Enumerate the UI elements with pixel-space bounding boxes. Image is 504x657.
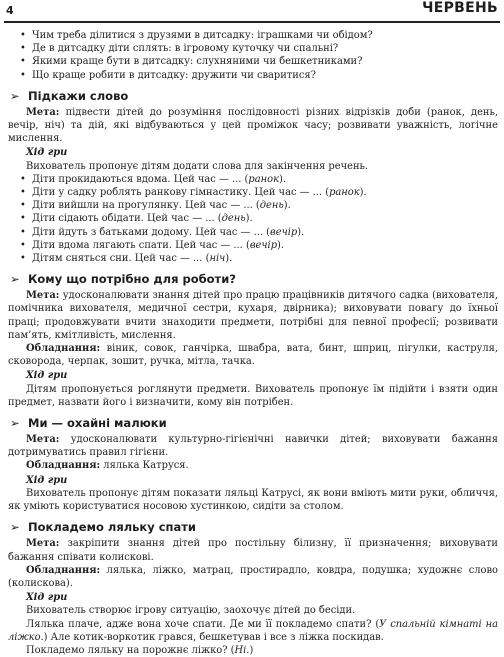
sentence-text: Діти сідають обідати. Цей час — ... ( (32, 213, 222, 225)
equipment-label: Обладнання: (26, 343, 101, 355)
sentence-text: Діти вдома лягають спати. Цей час — ... ( (32, 239, 250, 251)
sentence-text: Діти прокидаються вдома. Цей час — ... ( (32, 173, 249, 185)
sentence-end: ). (278, 173, 286, 185)
goal-text: удосконалювати культурно-гігієнічні навички дітей; виховувати бажання дотримуватись правил гігієни. (8, 434, 498, 459)
dialogue-text: ) Але котик-воркотик грався, бешкетував і все з ліжка поскидав. (43, 631, 384, 643)
game-progress-heading: Хід гри (26, 370, 68, 382)
list-item (8, 212, 498, 225)
section-title (8, 520, 498, 535)
page-header (4, 2, 500, 23)
game-progress-heading: Хід гри (26, 592, 68, 604)
list-item (8, 186, 498, 199)
goal-text: закріпити знання дітей про постільну білизну, її призначення; виховувати бажання співати колискові. (8, 538, 498, 563)
dialogue-text: ) (249, 644, 254, 656)
section-title-text: Покладемо ляльку спати (28, 520, 196, 535)
game-progress-heading: Хід гри (26, 474, 68, 486)
goal-label: Мета: (26, 106, 60, 118)
sentence-list (8, 173, 498, 265)
sentence-end: ). (283, 200, 291, 212)
goal-paragraph (8, 433, 498, 459)
equipment-text: віник, совок, ганчірка, швабра, вата, бинт, шприц, пігулки, каструля, сковорода, черпак, зошит, ручка, мітла, тачка. (8, 343, 498, 368)
equipment-paragraph (8, 459, 498, 472)
dialogue-answer: У спальній кімнаті на ліжко. (8, 618, 498, 643)
sentence-answer: вечір (249, 239, 278, 251)
sentence-end: ). (297, 226, 305, 238)
game-body: Вихователь створює ігрову ситуацію, заохочує дітей до бесіди. (26, 605, 356, 617)
sentence-end: ). (359, 187, 367, 199)
equipment-paragraph (8, 564, 498, 590)
goal-text: підвести дітей до розуміння послідовності різних відрізків доби (ранок, день, вечір, ніч) та дій, які відбуваються у цей проміжок часу; розвивати уважність, логічне мислення. (8, 106, 499, 145)
section-okhaini-maliuky (8, 416, 498, 513)
sentence-end: ). (245, 213, 253, 225)
goal-paragraph (8, 289, 498, 342)
sentence-answer: день (259, 200, 284, 212)
sentence-end: ). (225, 253, 233, 265)
section-title (8, 89, 498, 104)
page-number: 4 (6, 4, 14, 17)
section-title (8, 272, 498, 287)
section-title-text: Підкажи слово (28, 88, 129, 103)
section-pidkazhy-slovo (8, 89, 498, 265)
goal-paragraph (8, 537, 498, 563)
sentence-end: ). (277, 239, 285, 251)
goal-label: Мета: (26, 434, 60, 446)
section-poklademo-lialku-spaty (8, 520, 498, 657)
game-body (8, 618, 498, 644)
equipment-paragraph (8, 342, 498, 368)
sentence-text: Діти йдуть з батьками додому. Цей час — ... ( (32, 226, 270, 238)
list-item (8, 252, 498, 265)
game-body: Вихователь пропонує дітям показати ляльці Катрусі, як вони вміють мити руки, обличчя, як уміють користуватися носовою хустинкою, сидіти за столом. (8, 487, 498, 513)
equipment-text: лялька Катруся. (103, 460, 189, 472)
goal-label: Мета: (26, 538, 60, 550)
list-item: • Де в дитсадку діти сплять: в ігровому куточку чи спальні? (8, 42, 498, 55)
game-body: Дітям пропонується роглянути предмети. Вихователь пропонує їм підійти і взяти один предмет, назвати його і визначити, кому він потрібен. (8, 383, 498, 408)
list-item (8, 199, 498, 212)
list-item (8, 226, 498, 239)
goal-paragraph (8, 106, 498, 146)
sentence-text: Діти у садку роблять ранкову гімнастику. Цей час — ... ( (32, 187, 330, 199)
dialogue-text: Лялька плаче, адже вона хоче спати. Де ми її покладемо спати? ( (26, 618, 380, 630)
equipment-label: Обладнання: (26, 460, 101, 472)
section-title-text: Ми — охайні малюки (28, 416, 167, 431)
list-item: • Якими краще бути в дитсадку: слухняними чи бешкетниками? (8, 55, 498, 68)
sentence-text: Дітям сняться сни. Цей час — ... ( (32, 253, 210, 265)
list-item (8, 239, 498, 252)
section-title-text: Кому що потрібно для роботи? (28, 272, 236, 287)
game-progress-heading: Хід гри (26, 147, 68, 159)
section-title (8, 416, 498, 431)
dialogue-answer: Ні. (234, 644, 250, 656)
game-intro: Вихователь пропонує дітям додати слова для закінчення речень. (26, 160, 369, 172)
sentence-answer: ранок (329, 187, 360, 199)
goal-label: Мета: (26, 290, 60, 302)
sentence-answer: ранок (248, 173, 279, 185)
equipment-label: Обладнання: (26, 564, 101, 576)
section-komu-shcho-potribno (8, 272, 498, 409)
sentence-answer: вечір (269, 226, 298, 238)
list-item: • Що краще робити в дитсадку: дружити чи сваритися? (8, 69, 498, 82)
equipment-text: лялька, ліжко, матрац, простирадло, ковдра, подушка; художнє слово (колискова). (8, 564, 498, 589)
check-arrow-icon: ➢ (10, 272, 20, 287)
sentence-answer: день (221, 213, 246, 225)
sentence-text: Діти вийшли на прогулянку. Цей час — ... ( (32, 200, 260, 212)
list-item (8, 173, 498, 186)
goal-text: удосконалювати знання дітей про працю працівників дитячого садка (вихователя, помічника вихователя, медичної сестри, кухаря, двірника); виховувати повагу до їхньої праці; продовжувати вчити знаходити предмети, потрібні для певної професії; розвивати пам’ять, кмітливість, мислення. (8, 290, 498, 341)
check-arrow-icon: ➢ (10, 416, 20, 431)
dialogue-text: Покладемо ляльку на порожнє ліжко? ( (26, 644, 235, 656)
check-arrow-icon: ➢ (10, 88, 20, 103)
running-title: ЧЕРВЕНЬ (422, 0, 498, 16)
page-content (8, 29, 498, 657)
game-body (8, 644, 498, 657)
list-item: • Чим треба ділитися з друзями в дитсадку: іграшками чи обідом? (8, 29, 498, 42)
check-arrow-icon: ➢ (10, 520, 20, 535)
intro-question-list (8, 29, 498, 82)
sentence-answer: ніч (209, 253, 226, 265)
